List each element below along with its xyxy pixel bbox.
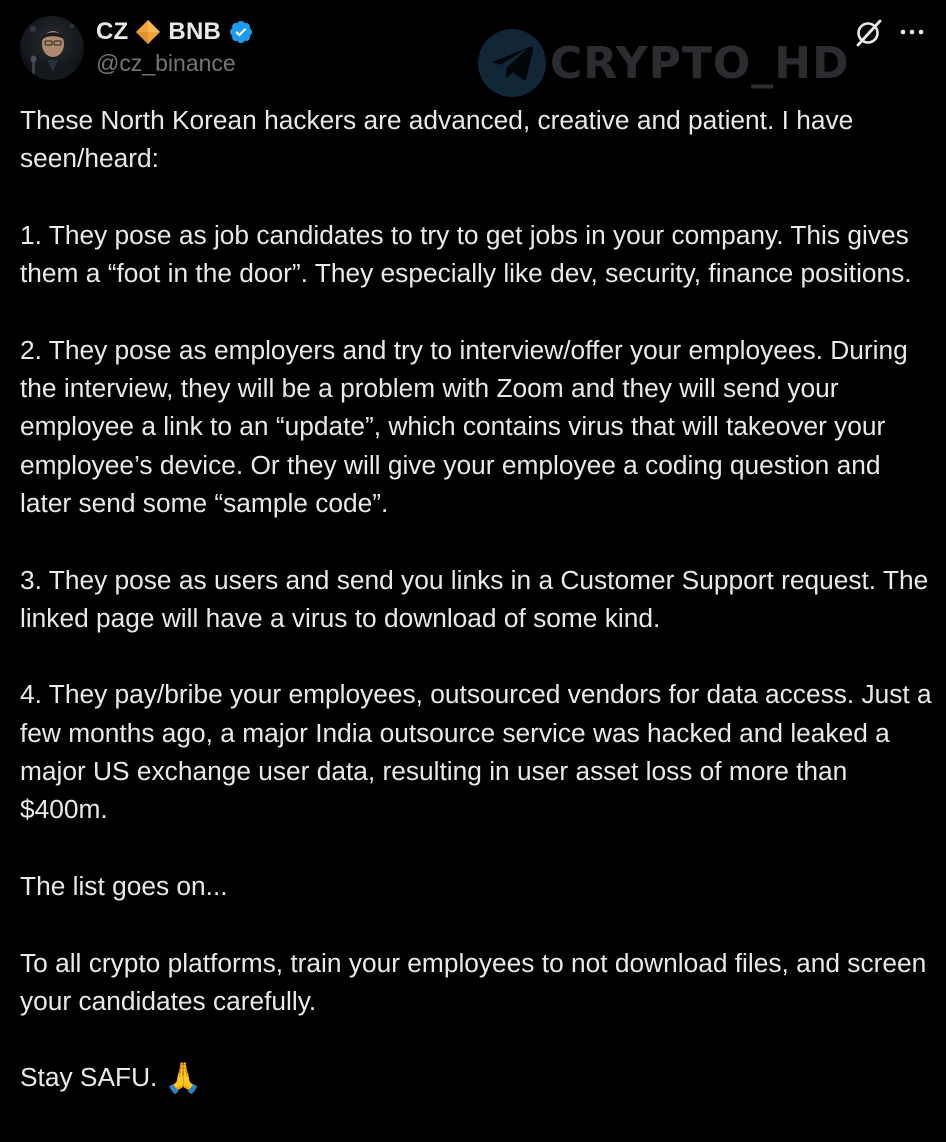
post-paragraph-point-3: 3. They pose as users and send you links in a Customer Support request. The linked page will have a virus to download of some kind. — [20, 564, 936, 633]
post-paragraph-closing — [20, 1058, 932, 1098]
more-horizontal-icon[interactable] — [898, 20, 926, 44]
paragraph-spacer — [20, 637, 932, 675]
post-paragraph-point-1: 1. They pose as job candidates to try to get jobs in your company. This gives them a “foot in the door”. They especially like dev, security, finance positions. — [20, 219, 917, 289]
display-name-part1: CZ — [96, 18, 129, 45]
paragraph-spacer — [20, 905, 932, 943]
closing-text: Stay SAFU. — [20, 1062, 158, 1093]
grok-icon[interactable] — [851, 16, 885, 50]
post-header — [0, 0, 946, 96]
post-paragraph-intro: These North Korean hackers are advanced, creative and patient. I have seen/heard: — [20, 105, 861, 174]
avatar[interactable] — [20, 16, 84, 80]
paragraph-spacer — [20, 829, 932, 867]
folded-hands-emoji: 🙏 — [164, 1062, 203, 1096]
post-text — [20, 101, 939, 1099]
paragraph-spacer — [20, 178, 932, 216]
orange-diamond-icon — [134, 18, 162, 46]
display-name-part2: BNB — [168, 18, 222, 45]
display-name[interactable] — [96, 17, 254, 47]
post-paragraph-list-goes-on: The list goes on... — [20, 870, 228, 901]
paragraph-spacer — [20, 1020, 932, 1058]
author-handle[interactable]: @cz_binance — [96, 50, 236, 76]
avatar-photo — [20, 16, 84, 80]
paragraph-spacer — [20, 292, 932, 330]
telegram-logo-icon — [476, 27, 548, 99]
post-paragraph-point-2: 2. They pose as employers and try to interview/offer your employees. During the interview, they will be a problem with Zoom and they will send your employee a link to an “update”, which contains virus that will takeover your employee’s device. Or they will give your employee a coding question and later send some “sample code”. — [20, 334, 916, 518]
watermark-text: CRYPTO_HD — [550, 37, 850, 89]
paragraph-spacer — [20, 522, 932, 560]
watermark — [476, 28, 850, 98]
post-paragraph-point-4: 4. They pay/bribe your employees, outsourced vendors for data access. Just a few months ago, a major India outsource service was hacked and leaked a major US exchange user data, resulting in user asset loss of more than $400m. — [20, 679, 939, 825]
verified-badge-icon[interactable] — [228, 19, 254, 45]
post-paragraph-advice: To all crypto platforms, train your employees to not download files, and screen your candidates carefully. — [20, 947, 934, 1016]
